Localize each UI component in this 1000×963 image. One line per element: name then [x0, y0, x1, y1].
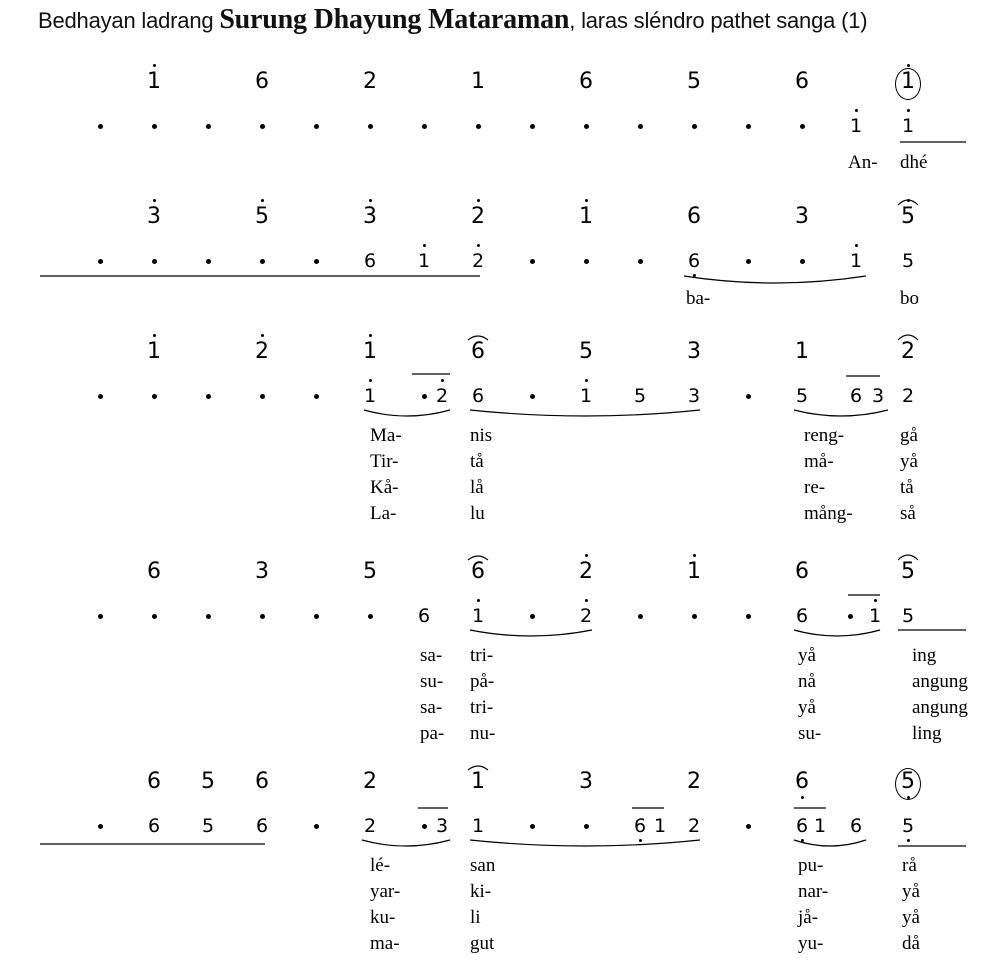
- balungan-note: 6: [147, 769, 161, 794]
- balungan-note: 6: [687, 204, 701, 229]
- pitch-dot: [152, 124, 157, 129]
- vocal-note: 5: [901, 605, 915, 627]
- pitch-dot: [314, 614, 319, 619]
- balungan-note: 5: [201, 769, 215, 794]
- pitch-dot: [746, 124, 751, 129]
- pitch-dot: [422, 124, 427, 129]
- balungan-note: 2: [687, 769, 701, 794]
- vocal-note: 1: [653, 815, 667, 837]
- lyric-syllable: ing: [912, 645, 937, 666]
- pitch-dot: [260, 394, 265, 399]
- balungan-note: 6: [471, 559, 485, 584]
- pitch-dot: [260, 124, 265, 129]
- lyric-syllable: san: [470, 855, 496, 876]
- lyric-syllable: då: [902, 933, 920, 954]
- slur: [684, 276, 866, 283]
- balungan-note: 1: [579, 204, 593, 229]
- vocal-note: 6: [147, 815, 161, 837]
- lyric-syllable: lé-: [370, 855, 391, 876]
- vocal-note: 1: [579, 385, 593, 407]
- pitch-dot: [800, 124, 805, 129]
- vocal-note: 1: [363, 385, 377, 407]
- vocal-note: 1: [471, 815, 485, 837]
- pitch-dot: [800, 259, 805, 264]
- vocal-note: 5: [633, 385, 647, 407]
- balungan-note: 1: [795, 339, 809, 364]
- vocal-note: 1: [417, 250, 431, 272]
- pitch-dot: [98, 824, 103, 829]
- vocal-note: 1: [849, 115, 863, 137]
- vocal-note: 6: [417, 605, 431, 627]
- lyric-syllable: ba-: [686, 288, 711, 309]
- vocal-note: 5: [795, 385, 809, 407]
- pitch-dot: [206, 124, 211, 129]
- pitch-dot: [422, 394, 427, 399]
- pitch-dot: [476, 124, 481, 129]
- balungan-note: 3: [363, 204, 377, 229]
- vocal-note: 5: [901, 250, 915, 272]
- pitch-dot: [530, 124, 535, 129]
- pitch-dot: [848, 614, 853, 619]
- pitch-dot: [152, 394, 157, 399]
- pitch-dot: [206, 259, 211, 264]
- balungan-note: 3: [147, 204, 161, 229]
- pitch-dot: [314, 824, 319, 829]
- lyric-syllable: gå: [900, 425, 918, 446]
- pitch-dot: [314, 124, 319, 129]
- pitch-dot: [746, 824, 751, 829]
- lyric-syllable: bo: [900, 288, 919, 309]
- lyric-syllable: yå: [902, 881, 920, 902]
- vocal-note: 2: [579, 605, 593, 627]
- lyric-syllable: Ma-: [370, 425, 402, 446]
- balungan-note: 1: [471, 69, 485, 94]
- slur: [794, 410, 888, 416]
- vocal-note: 2: [687, 815, 701, 837]
- lyric-syllable: pa-: [420, 723, 445, 744]
- lyric-syllable: Kå-: [370, 477, 399, 498]
- pitch-dot: [638, 614, 643, 619]
- balungan-note: 6: [255, 69, 269, 94]
- lyric-syllable: An-: [848, 152, 878, 173]
- balungan-note: 3: [579, 769, 593, 794]
- pitch-dot: [746, 259, 751, 264]
- gong-circle: [895, 68, 921, 100]
- lyric-syllable: li: [470, 907, 481, 928]
- lyric-syllable: yå: [900, 451, 918, 472]
- balungan-note: 6: [795, 769, 809, 794]
- balungan-note: 5: [901, 204, 915, 229]
- slur: [794, 840, 866, 846]
- vocal-note: 5: [901, 815, 915, 837]
- lyric-syllable: angung: [912, 697, 968, 718]
- slur: [794, 630, 880, 636]
- vocal-note: 6: [849, 385, 863, 407]
- lyric-syllable: lå: [470, 477, 484, 498]
- balungan-note: 2: [901, 339, 915, 364]
- pitch-dot: [152, 614, 157, 619]
- lyric-syllable: mång-: [804, 503, 853, 524]
- pitch-dot: [530, 394, 535, 399]
- lyric-syllable: ki-: [470, 881, 492, 902]
- pitch-dot: [422, 824, 427, 829]
- lyric-syllable: ling: [912, 723, 942, 744]
- balungan-note: 2: [363, 769, 377, 794]
- balungan-note: 1: [147, 69, 161, 94]
- lyric-syllable: lu: [470, 503, 485, 524]
- lyric-syllable: angung: [912, 671, 968, 692]
- vocal-note: 6: [633, 815, 647, 837]
- balungan-note: 3: [255, 559, 269, 584]
- pitch-dot: [98, 124, 103, 129]
- balungan-note: 6: [255, 769, 269, 794]
- vocal-note: 6: [795, 605, 809, 627]
- balungan-note: 1: [687, 559, 701, 584]
- lyric-syllable: på-: [470, 671, 495, 692]
- vocal-note: 2: [363, 815, 377, 837]
- balungan-note: 5: [255, 204, 269, 229]
- pitch-dot: [206, 614, 211, 619]
- slur: [470, 840, 700, 846]
- lyric-syllable: tri-: [470, 645, 494, 666]
- balungan-note: 5: [579, 339, 593, 364]
- vocal-note: 1: [849, 250, 863, 272]
- pitch-dot: [206, 394, 211, 399]
- lyric-syllable: re-: [804, 477, 826, 498]
- vocal-note: 5: [201, 815, 215, 837]
- balungan-note: 3: [795, 204, 809, 229]
- vocal-note: 3: [871, 385, 885, 407]
- balungan-note: 5: [687, 69, 701, 94]
- pitch-dot: [314, 394, 319, 399]
- balungan-note: 6: [147, 559, 161, 584]
- lyric-syllable: pu-: [798, 855, 824, 876]
- vocal-note: 1: [868, 605, 882, 627]
- pitch-dot: [98, 259, 103, 264]
- balungan-note: 3: [687, 339, 701, 364]
- pitch-dot: [638, 124, 643, 129]
- pitch-dot: [260, 614, 265, 619]
- vocal-note: 2: [435, 385, 449, 407]
- pitch-dot: [530, 259, 535, 264]
- pitch-dot: [746, 614, 751, 619]
- vocal-note: 1: [813, 815, 827, 837]
- lyric-syllable: La-: [370, 503, 397, 524]
- vocal-note: 1: [901, 115, 915, 137]
- balungan-note: 5: [901, 769, 915, 794]
- vocal-note: 6: [795, 815, 809, 837]
- vocal-note: 6: [471, 385, 485, 407]
- lyric-syllable: nar-: [798, 881, 829, 902]
- lyric-syllable: yå: [902, 907, 920, 928]
- lyric-syllable: gut: [470, 933, 495, 954]
- slur: [362, 840, 450, 846]
- pitch-dot: [368, 124, 373, 129]
- balungan-note: 2: [471, 204, 485, 229]
- balungan-note: 1: [901, 69, 915, 94]
- title-suffix: , laras sléndro pathet sanga (1): [569, 8, 868, 33]
- pitch-dot: [530, 824, 535, 829]
- lyric-syllable: tå: [900, 477, 914, 498]
- vocal-note: 6: [363, 250, 377, 272]
- vocal-note: 6: [255, 815, 269, 837]
- slur: [364, 410, 450, 416]
- pitch-dot: [638, 259, 643, 264]
- lyric-syllable: rå: [902, 855, 917, 876]
- pitch-dot: [260, 259, 265, 264]
- slur: [470, 630, 592, 636]
- lyric-syllable: dhé: [900, 152, 928, 173]
- balungan-note: 1: [471, 769, 485, 794]
- pitch-dot: [98, 614, 103, 619]
- pitch-dot: [314, 259, 319, 264]
- balungan-note: 5: [363, 559, 377, 584]
- balungan-note: 2: [579, 559, 593, 584]
- lyric-syllable: nis: [470, 425, 493, 446]
- vocal-note: 2: [471, 250, 485, 272]
- balungan-note: 6: [579, 69, 593, 94]
- lyric-syllable: Tir-: [370, 451, 399, 472]
- pitch-dot: [692, 614, 697, 619]
- lyric-syllable: tri-: [470, 697, 494, 718]
- balungan-note: 6: [795, 69, 809, 94]
- title-gending-name: Surung Dhayung Mataraman: [219, 4, 570, 35]
- vocal-note: 6: [849, 815, 863, 837]
- balungan-note: 5: [901, 559, 915, 584]
- lyric-syllable: yar-: [370, 881, 401, 902]
- pitch-dot: [584, 124, 589, 129]
- lyric-syllable: nå: [798, 671, 816, 692]
- lyric-syllable: ma-: [370, 933, 400, 954]
- balungan-note: 1: [363, 339, 377, 364]
- pitch-dot: [530, 614, 535, 619]
- vocal-note: 1: [471, 605, 485, 627]
- lyric-syllable: su-: [798, 723, 822, 744]
- pitch-dot: [98, 394, 103, 399]
- vocal-note: 2: [901, 385, 915, 407]
- pitch-dot: [746, 394, 751, 399]
- balungan-note: 1: [147, 339, 161, 364]
- slur: [470, 410, 700, 416]
- balungan-note: 6: [795, 559, 809, 584]
- vocal-note: 3: [687, 385, 701, 407]
- lyric-syllable: reng-: [804, 425, 845, 446]
- lyric-syllable: su-: [420, 671, 444, 692]
- pitch-dot: [368, 614, 373, 619]
- lyric-syllable: ku-: [370, 907, 396, 928]
- lyric-syllable: yå: [798, 645, 816, 666]
- pitch-dot: [692, 124, 697, 129]
- pitch-dot: [152, 259, 157, 264]
- vocal-note: 3: [435, 815, 449, 837]
- balungan-note: 2: [255, 339, 269, 364]
- lyric-syllable: nu-: [470, 723, 496, 744]
- lyric-syllable: tå: [470, 451, 484, 472]
- balungan-note: 6: [471, 339, 485, 364]
- vocal-note: 6: [687, 250, 701, 272]
- lyric-syllable: sa-: [420, 697, 443, 718]
- title-prefix: Bedhayan ladrang: [38, 8, 220, 33]
- lyric-syllable: yå: [798, 697, 816, 718]
- pitch-dot: [584, 259, 589, 264]
- lyric-syllable: så: [900, 503, 916, 524]
- lyric-syllable: må-: [804, 451, 834, 472]
- lyric-syllable: jå-: [798, 907, 819, 928]
- balungan-note: 2: [363, 69, 377, 94]
- gong-circle: [895, 768, 921, 800]
- lyric-syllable: sa-: [420, 645, 443, 666]
- lyric-syllable: yu-: [798, 933, 824, 954]
- pitch-dot: [584, 824, 589, 829]
